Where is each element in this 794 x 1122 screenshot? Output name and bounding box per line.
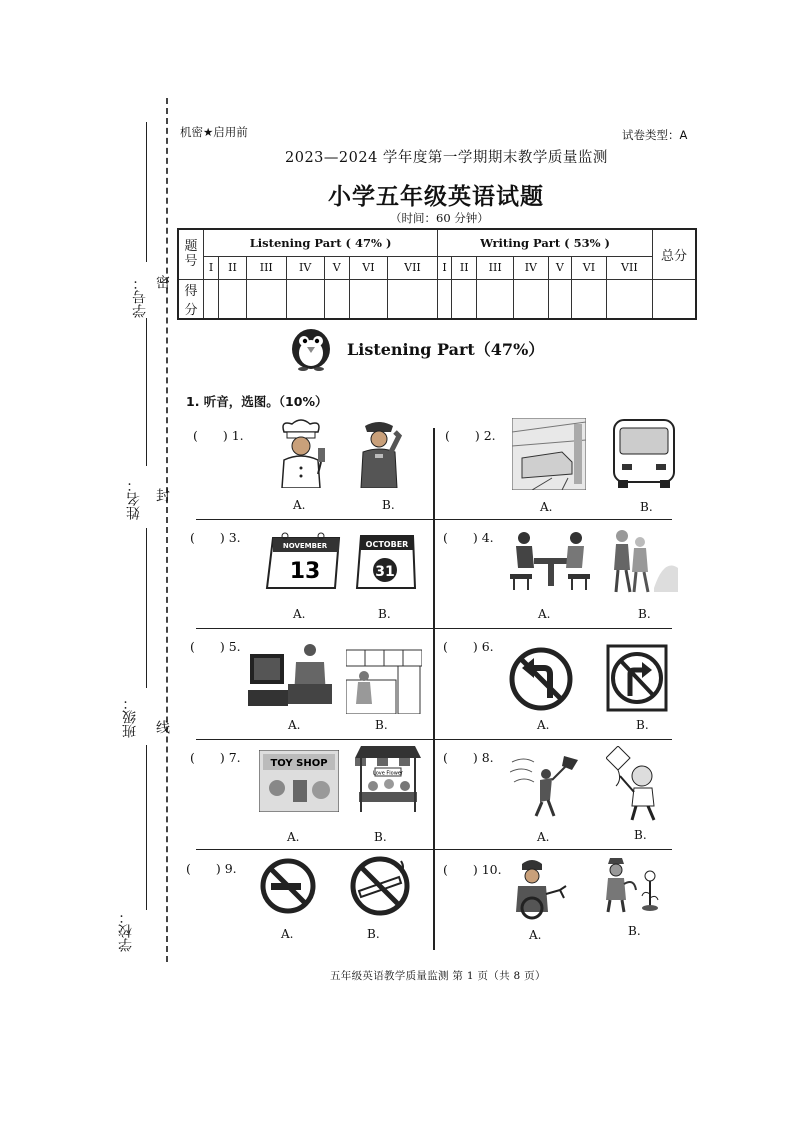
col-l1: I xyxy=(204,256,219,279)
no-right-turn-icon xyxy=(606,644,668,712)
col-w1: I xyxy=(438,256,452,279)
name-label: 姓名： xyxy=(126,478,142,520)
watering-flowers-icon xyxy=(602,854,662,914)
q4-option-b[interactable]: B. xyxy=(638,607,651,621)
row-label-score: 得分 xyxy=(178,279,204,319)
score-cell[interactable] xyxy=(477,279,514,319)
q6-option-a[interactable]: A. xyxy=(537,718,550,732)
q7b-sign: Love Flower xyxy=(373,770,403,777)
col-w7: VII xyxy=(606,256,652,279)
col-l2: II xyxy=(219,256,247,279)
confidential-mark: 机密★启用前 xyxy=(180,125,248,139)
q3-option-a[interactable]: A. xyxy=(293,607,306,621)
class-line xyxy=(146,528,147,688)
part1-heading: 1. 听音，选图。（10%） xyxy=(186,394,328,409)
col-w2: II xyxy=(452,256,477,279)
no-smoking-icon xyxy=(259,857,317,915)
row-label-question-no: 题号 xyxy=(178,229,204,279)
penguin-icon xyxy=(287,323,335,371)
q7-option-a[interactable]: A. xyxy=(287,830,300,844)
flower-shop-icon xyxy=(355,746,421,812)
q2-option-a[interactable]: A. xyxy=(540,500,553,514)
writing-header: Writing Part ( 53% ) xyxy=(438,229,653,256)
score-cell[interactable] xyxy=(324,279,349,319)
q10-option-b[interactable]: B. xyxy=(628,924,641,938)
student-no-line xyxy=(146,122,147,262)
row-divider xyxy=(196,739,672,740)
score-cell[interactable] xyxy=(204,279,219,319)
q1-option-a[interactable]: A. xyxy=(293,498,306,512)
score-cell[interactable] xyxy=(350,279,388,319)
q8-option-a[interactable]: A. xyxy=(537,830,550,844)
q9-number: ( ) 9. xyxy=(186,861,237,876)
score-cell[interactable] xyxy=(219,279,247,319)
q3a-day: 13 xyxy=(289,559,321,584)
walking-people-icon xyxy=(604,528,680,594)
calendar-november-13-icon xyxy=(263,530,343,590)
col-l4: IV xyxy=(286,256,324,279)
seal-char-feng: 封 xyxy=(154,488,170,502)
total-score-cell[interactable] xyxy=(653,279,697,319)
q5-option-b[interactable]: B. xyxy=(375,718,388,732)
toy-shop-icon xyxy=(259,750,339,812)
score-cell[interactable] xyxy=(438,279,452,319)
q5-number: ( ) 5. xyxy=(190,639,241,654)
exam-time: （时间：60 分钟） xyxy=(390,211,489,225)
score-cell[interactable] xyxy=(606,279,652,319)
col-l3: III xyxy=(246,256,286,279)
q5-option-a[interactable]: A. xyxy=(288,718,301,732)
q6-number: ( ) 6. xyxy=(443,639,494,654)
student-no-label: 学号： xyxy=(132,276,148,318)
total-header: 总分 xyxy=(653,229,697,279)
playing-chess-icon xyxy=(510,528,590,592)
q3-number: ( ) 3. xyxy=(190,530,241,545)
q2-number: ( ) 2. xyxy=(445,428,496,443)
page-title: 小学五年级英语试题 xyxy=(328,184,544,210)
q8-option-b[interactable]: B. xyxy=(634,828,647,842)
class-label: 班级： xyxy=(122,696,138,738)
col-w4: IV xyxy=(514,256,549,279)
col-w6: VI xyxy=(572,256,607,279)
score-cell[interactable] xyxy=(286,279,324,319)
q1-number: ( ) 1. xyxy=(193,428,244,443)
police-officer-icon xyxy=(353,418,405,488)
page-footer: 五年级英语教学质量监测 第 1 页（共 8 页） xyxy=(330,970,546,982)
listening-header: Listening Part ( 47% ) xyxy=(204,229,438,256)
row-divider xyxy=(196,519,672,520)
calendar-october-31-icon xyxy=(355,530,417,592)
q7a-sign: TOY SHOP xyxy=(270,758,328,769)
bus-icon xyxy=(608,416,680,490)
q3a-month: NOVEMBER xyxy=(282,542,328,550)
q7-number: ( ) 7. xyxy=(190,750,241,765)
score-cell[interactable] xyxy=(572,279,607,319)
windy-weather-icon xyxy=(510,752,580,818)
col-l5: V xyxy=(324,256,349,279)
flying-kite-icon xyxy=(606,746,666,822)
q8-number: ( ) 8. xyxy=(443,750,494,765)
score-cell[interactable] xyxy=(452,279,477,319)
col-w5: V xyxy=(548,256,571,279)
section-title: Listening Part（47%） xyxy=(347,340,545,359)
chef-icon xyxy=(272,418,330,488)
school-label: 学校： xyxy=(118,910,134,952)
col-l7: VII xyxy=(387,256,437,279)
q3b-day: 31 xyxy=(375,564,395,580)
seal-char-mi: 密 xyxy=(154,275,170,289)
score-cell[interactable] xyxy=(387,279,437,319)
school-line xyxy=(146,745,147,910)
score-cell[interactable] xyxy=(514,279,549,319)
no-left-turn-icon xyxy=(508,646,574,712)
q3b-month: OCTOBER xyxy=(365,540,409,549)
q10-option-a[interactable]: A. xyxy=(529,928,542,942)
score-cell[interactable] xyxy=(548,279,571,319)
q10-number: ( ) 10. xyxy=(443,862,502,877)
q4-option-a[interactable]: A. xyxy=(538,607,551,621)
col-l6: VI xyxy=(350,256,388,279)
firefighter-icon xyxy=(508,856,570,920)
subway-train-icon xyxy=(512,418,586,490)
watching-tv-icon xyxy=(248,640,334,710)
binding-dashed-line xyxy=(166,98,168,962)
column-divider xyxy=(433,428,435,950)
no-smoking-sign-icon xyxy=(349,855,411,917)
score-cell[interactable] xyxy=(246,279,286,319)
q7-option-b[interactable]: B. xyxy=(374,830,387,844)
q1-option-b[interactable]: B. xyxy=(382,498,395,512)
q6-option-b[interactable]: B. xyxy=(636,718,649,732)
row-divider xyxy=(196,849,672,850)
score-table xyxy=(177,228,697,320)
q4-number: ( ) 4. xyxy=(443,530,494,545)
name-line-top xyxy=(146,318,147,466)
q3-option-b[interactable]: B. xyxy=(378,607,391,621)
seal-char-xian: 线 xyxy=(154,720,170,734)
paper-type: 试卷类型：A xyxy=(622,128,688,142)
exam-name: 2023—2024 学年度第一学期期末教学质量监测 xyxy=(285,150,608,166)
kitchen-cooking-icon xyxy=(346,646,422,714)
q9-option-b[interactable]: B. xyxy=(367,927,380,941)
row-divider xyxy=(196,628,672,629)
q2-option-b[interactable]: B. xyxy=(640,500,653,514)
q9-option-a[interactable]: A. xyxy=(281,927,294,941)
col-w3: III xyxy=(477,256,514,279)
